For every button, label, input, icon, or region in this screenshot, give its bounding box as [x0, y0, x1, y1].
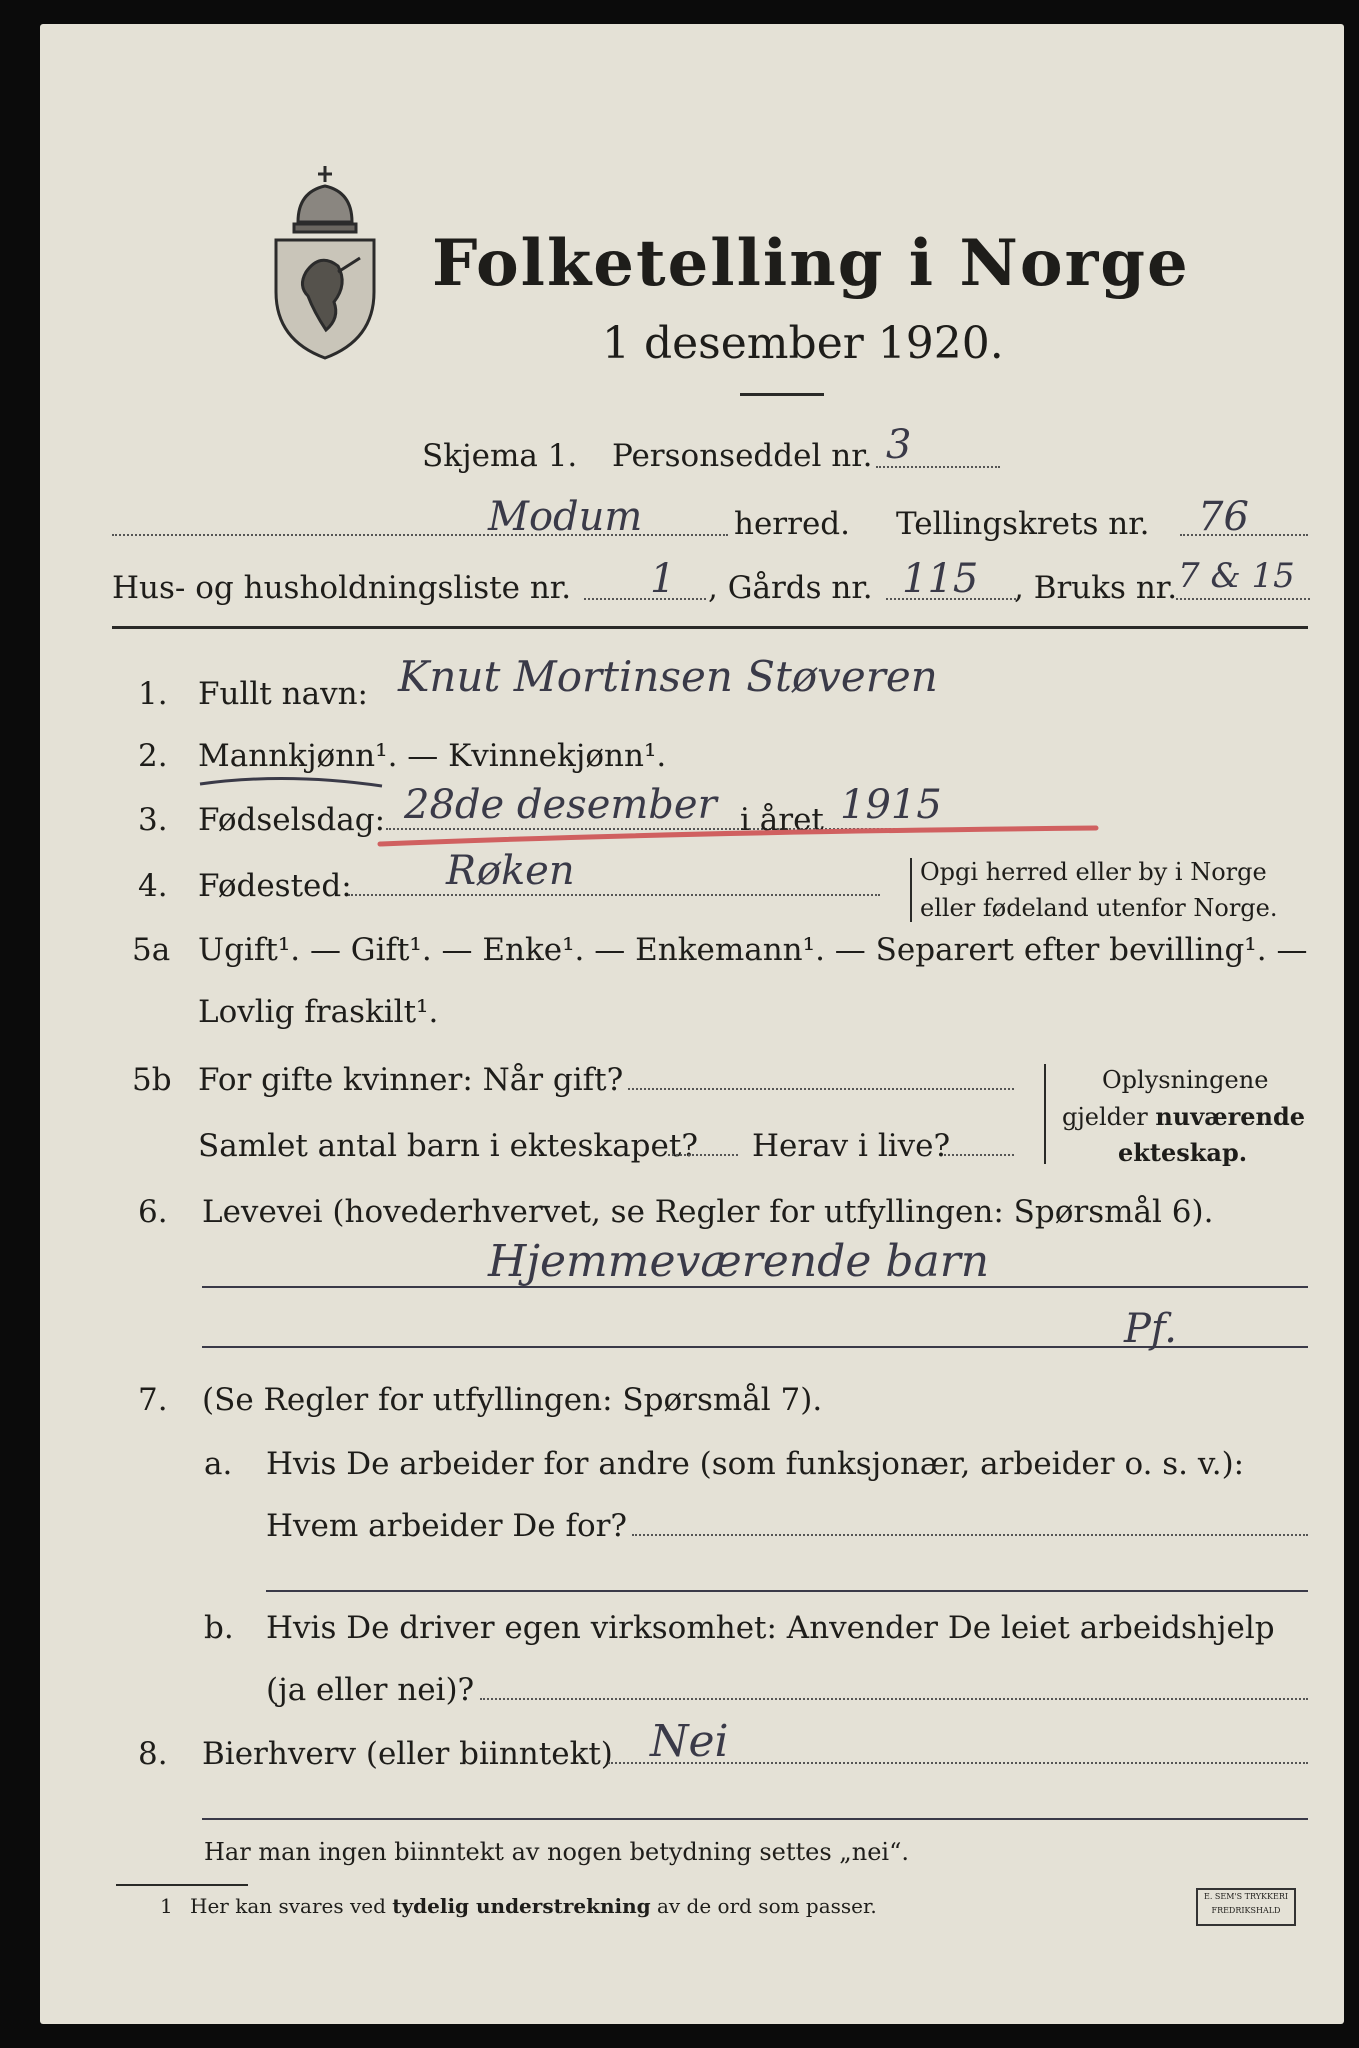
gards-line — [886, 598, 1016, 600]
q8-side-income-value[interactable]: Nei — [650, 1716, 729, 1767]
q5a-marital-options: Ugift¹. — Gift¹. — Enke¹. — Enkemann¹. — Separert efter bevilling¹. — — [198, 932, 1308, 968]
bruks-value[interactable]: 7 & 15 — [1178, 556, 1295, 596]
q5a-number: 5a — [132, 932, 171, 968]
gards-value[interactable]: 115 — [902, 556, 979, 602]
q4-note-line-1: Opgi herred eller by i Norge — [920, 858, 1267, 886]
husholdningsliste-label: Hus- og husholdningsliste nr. — [112, 570, 572, 606]
form-title: Folketelling i Norge — [432, 226, 1190, 301]
q6-mark: Pf. — [1124, 1306, 1178, 1352]
q5b-alive-line — [944, 1154, 1014, 1156]
q4-line — [348, 894, 880, 896]
footer-note: Har man ingen biinntekt av nogen betydning settes „nei“. — [204, 1838, 909, 1866]
q7-label: (Se Regler for utfyllingen: Spørsmål 7). — [202, 1382, 823, 1418]
q3-year-label: i året — [740, 802, 824, 838]
printer-stamp-line-1: E. SEM'S TRYKKERI — [1203, 1892, 1289, 1901]
q7b-line-2: (ja eller nei)? — [266, 1672, 475, 1708]
q7-number: 7. — [138, 1382, 168, 1418]
q4-number: 4. — [138, 868, 168, 904]
q7a-employer-line — [632, 1534, 1308, 1536]
q5b-note-line-2a: gjelder — [1062, 1103, 1156, 1131]
q7b-line-1: Hvis De driver egen virksomhet: Anvender De leiet arbeidshjelp — [266, 1610, 1275, 1646]
tellingskrets-line — [1180, 534, 1308, 536]
q1-label: Fullt navn: — [198, 676, 368, 712]
printer-stamp-line-2: FREDRIKSHALD — [1211, 1906, 1281, 1915]
q3-year-value[interactable]: 1915 — [840, 782, 942, 828]
footnote-divider — [116, 1884, 248, 1886]
q4-note-bracket — [910, 858, 912, 922]
header-divider — [112, 626, 1308, 629]
footnote-text-b: tydelig understrekning — [392, 1894, 651, 1918]
husholdningsliste-line — [584, 598, 706, 600]
q5b-note-line-2 — [1062, 1102, 1305, 1131]
q7a-line-1: Hvis De arbeider for andre (som funksjonær, arbeider o. s. v.): — [266, 1446, 1245, 1482]
herred-value[interactable]: Modum — [488, 494, 643, 540]
q5a-marital-options-cont: Lovlig fraskilt¹. — [198, 994, 439, 1030]
q8-number: 8. — [138, 1736, 168, 1772]
q3-number: 3. — [138, 802, 168, 838]
footnote-text — [190, 1894, 877, 1918]
q1-number: 1. — [138, 676, 168, 712]
tellingskrets-value[interactable]: 76 — [1198, 494, 1249, 540]
q1-full-name-value[interactable]: Knut Mortinsen Støveren — [398, 652, 938, 701]
q2-number: 2. — [138, 738, 168, 774]
q5b-alive-label: Herav i live? — [752, 1128, 951, 1164]
q8-label: Bierhverv (eller biinntekt) — [202, 1736, 613, 1772]
q7b-answer-line — [480, 1698, 1308, 1700]
q3-label: Fødselsdag: — [198, 802, 386, 838]
q4-birthplace-value[interactable]: Røken — [446, 848, 575, 894]
q7a-line-2: Hvem arbeider De for? — [266, 1508, 628, 1544]
bruks-line — [1176, 598, 1310, 600]
q4-label: Fødested: — [198, 868, 352, 904]
footnote-mark: 1 — [160, 1894, 173, 1918]
bruks-label: , Bruks nr. — [1014, 570, 1178, 606]
q5b-note-line-3: ekteskap. — [1118, 1138, 1248, 1167]
q5b-note-line-2b: nuværende — [1155, 1102, 1306, 1131]
q6-line-1 — [202, 1286, 1308, 1288]
personseddel-line — [876, 466, 1000, 468]
printer-stamp — [1196, 1888, 1296, 1926]
q2-mannkjonn-underline — [196, 770, 386, 794]
q5b-children-label: Samlet antal barn i ekteskapet? — [198, 1128, 698, 1164]
q7a-employer-line-2 — [266, 1590, 1308, 1592]
husholdningsliste-value[interactable]: 1 — [650, 556, 676, 602]
census-date: 1 desember 1920. — [602, 318, 1004, 369]
q8-line-2 — [202, 1818, 1308, 1820]
footnote-text-a: Her kan svares ved — [190, 1894, 393, 1918]
q2-gender-options: Mannkjønn¹. — Kvinnekjønn¹. — [198, 738, 667, 774]
q7b-letter: b. — [204, 1610, 234, 1646]
gards-label: , Gårds nr. — [708, 570, 873, 606]
q5b-line-1: For gifte kvinner: Når gift? — [198, 1062, 624, 1098]
q6-occupation-value[interactable]: Hjemmeværende barn — [488, 1236, 990, 1287]
q5b-gift-line — [628, 1088, 1014, 1090]
skjema-label: Skjema 1. — [422, 438, 578, 474]
personseddel-label: Personseddel nr. — [612, 438, 873, 474]
q7a-letter: a. — [204, 1446, 233, 1482]
q3-birthdate-value[interactable]: 28de desember — [404, 782, 717, 828]
coat-of-arms-emblem — [268, 162, 382, 362]
q6-line-2 — [202, 1346, 1308, 1348]
herred-label: herred. — [734, 506, 850, 542]
q5b-note-bracket — [1044, 1064, 1046, 1164]
q5b-number: 5b — [132, 1062, 172, 1098]
q5b-note-line-1: Oplysningene — [1102, 1066, 1269, 1094]
q6-label: Levevei (hovederhvervet, se Regler for utfyllingen: Spørsmål 6). — [202, 1194, 1214, 1230]
q6-number: 6. — [138, 1194, 168, 1230]
tellingskrets-label: Tellingskrets nr. — [896, 506, 1150, 542]
footnote-text-c: av de ord som passer. — [650, 1894, 877, 1918]
personseddel-value[interactable]: 3 — [886, 422, 912, 468]
q4-note-line-2: eller fødeland utenfor Norge. — [920, 894, 1278, 922]
title-divider — [740, 393, 824, 396]
q5b-children-line — [668, 1154, 738, 1156]
